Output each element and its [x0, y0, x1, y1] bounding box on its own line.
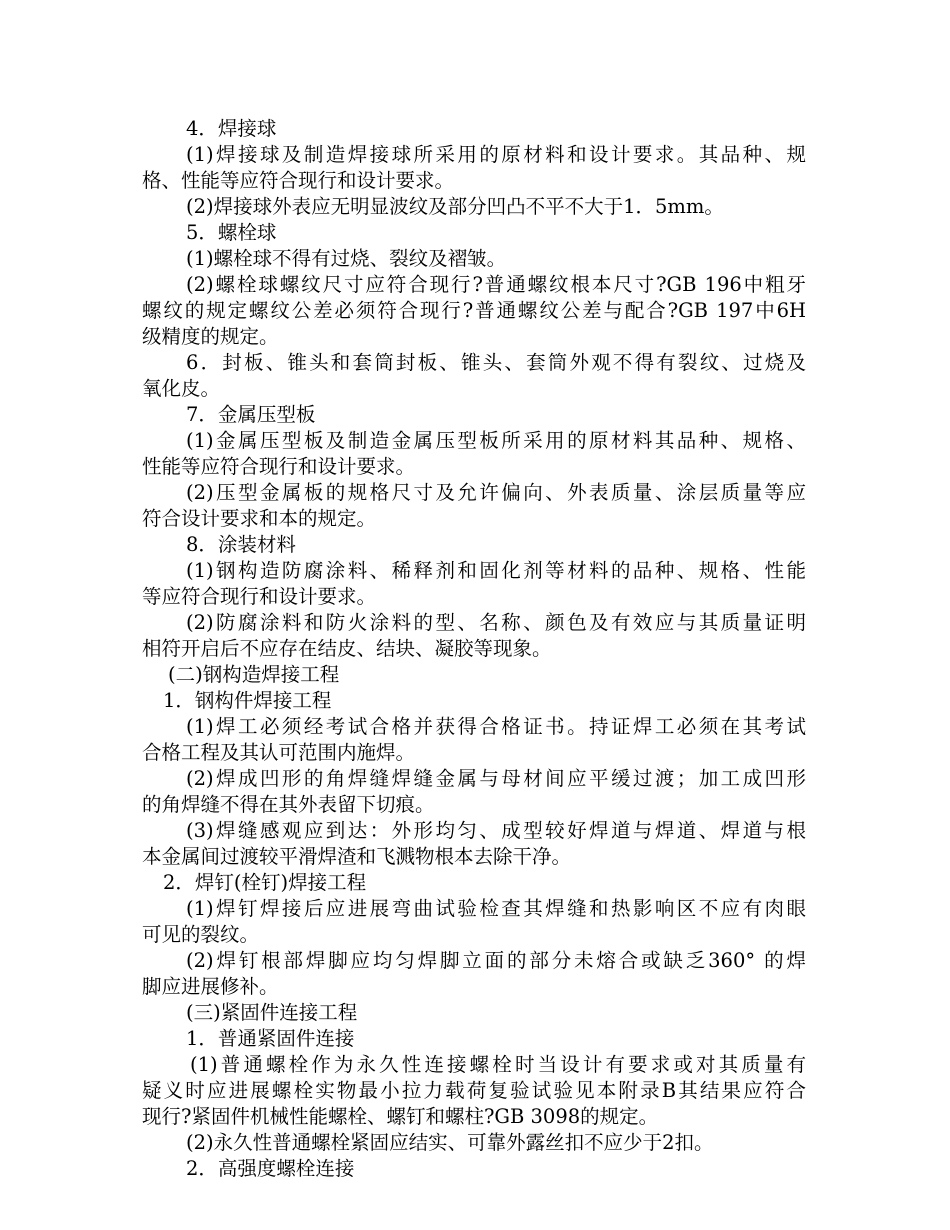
text-line: 脚应进展修补。 [142, 975, 279, 998]
text-line: (2)焊钉根部焊脚应均匀焊脚立面的部分未熔合或缺乏360° 的焊 [186, 949, 806, 972]
text-line: (1)焊接球及制造焊接球所采用的原材料和设计要求。其品种、规 [186, 143, 806, 166]
text-line: (3)焊缝感观应到达：外形均匀、成型较好焊道与焊道、焊道与根 [186, 819, 806, 842]
text-line: 疑义时应进展螺栓实物最小拉力载荷复验试验见本附录B其结果应符合 [142, 1079, 806, 1102]
text-line: 等应符合现行和设计要求。 [142, 585, 377, 608]
text-line: 相符开启后不应存在结皮、结块、凝胶等现象。 [142, 637, 552, 660]
text-line: (2)防腐涂料和防火涂料的型、名称、颜色及有效应与其质量证明 [186, 611, 806, 634]
text-line: (1)焊钉焊接后应进展弯曲试验检查其焊缝和热影响区不应有肉眼 [186, 897, 806, 920]
text-line: 符合设计要求和本的规定。 [142, 507, 377, 530]
text-line: (三)紧固件连接工程 [186, 1001, 358, 1024]
text-line: 1．普通紧固件连接 [186, 1027, 355, 1050]
text-line: (1)螺栓球不得有过烧、裂纹及褶皱。 [186, 247, 507, 270]
text-line: 1．钢构件焊接工程 [163, 689, 332, 712]
text-line: 性能等应符合现行和设计要求。 [142, 455, 416, 478]
text-line: (1)钢构造防腐涂料、稀释剂和固化剂等材料的品种、规格、性能 [186, 559, 806, 582]
text-line: 级精度的规定。 [142, 325, 279, 348]
text-line: (2)压型金属板的规格尺寸及允许偏向、外表质量、涂层质量等应 [186, 481, 806, 504]
text-line: 合格工程及其认可范围内施焊。 [142, 741, 416, 764]
text-line: (2)永久性普通螺栓紧固应结实、可靠外露丝扣不应少于2扣。 [186, 1131, 714, 1154]
text-line: 氧化皮。 [142, 377, 221, 400]
document-page [142, 116, 806, 1182]
text-line: (1)金属压型板及制造金属压型板所采用的原材料其品种、规格、 [186, 429, 806, 452]
text-line: 6．封板、锥头和套筒封板、锥头、套筒外观不得有裂纹、过烧及 [186, 351, 806, 374]
text-line: 8．涂装材料 [186, 533, 296, 556]
text-line: 可见的裂纹。 [142, 923, 260, 946]
text-line: 现行?紧固件机械性能螺栓、螺钉和螺柱?GB 3098的规定。 [142, 1105, 659, 1128]
text-line: 2．焊钉(栓钉)焊接工程 [163, 871, 367, 894]
text-line: 5．螺栓球 [186, 221, 277, 244]
text-line: (2)螺栓球螺纹尺寸应符合现行?普通螺纹根本尺寸?GB 196中粗牙 [186, 273, 806, 296]
text-line: (二)钢构造焊接工程 [168, 663, 340, 686]
text-line: 螺纹的规定螺纹公差必须符合现行?普通螺纹公差与配合?GB 197中6H [142, 299, 806, 322]
text-line: 2．高强度螺栓连接 [186, 1157, 355, 1180]
text-line: 的角焊缝不得在其外表留下切痕。 [142, 793, 435, 816]
text-line: (1)焊工必须经考试合格并获得合格证书。持证焊工必须在其考试 [186, 715, 806, 738]
text-line: 本金属间过渡较平滑焊渣和飞溅物根本去除干净。 [142, 845, 572, 868]
text-line: 4．焊接球 [186, 117, 277, 140]
text-line: 格、性能等应符合现行和设计要求。 [142, 169, 455, 192]
text-line: (1)普通螺栓作为永久性连接螺栓时当设计有要求或对其质量有 [190, 1053, 806, 1076]
text-line: 7．金属压型板 [186, 403, 316, 426]
text-line: (2)焊成凹形的角焊缝焊缝金属与母材间应平缓过渡；加工成凹形 [186, 767, 806, 790]
text-line: (2)焊接球外表应无明显波纹及部分凹凸不平不大于1．5mm。 [186, 195, 724, 218]
